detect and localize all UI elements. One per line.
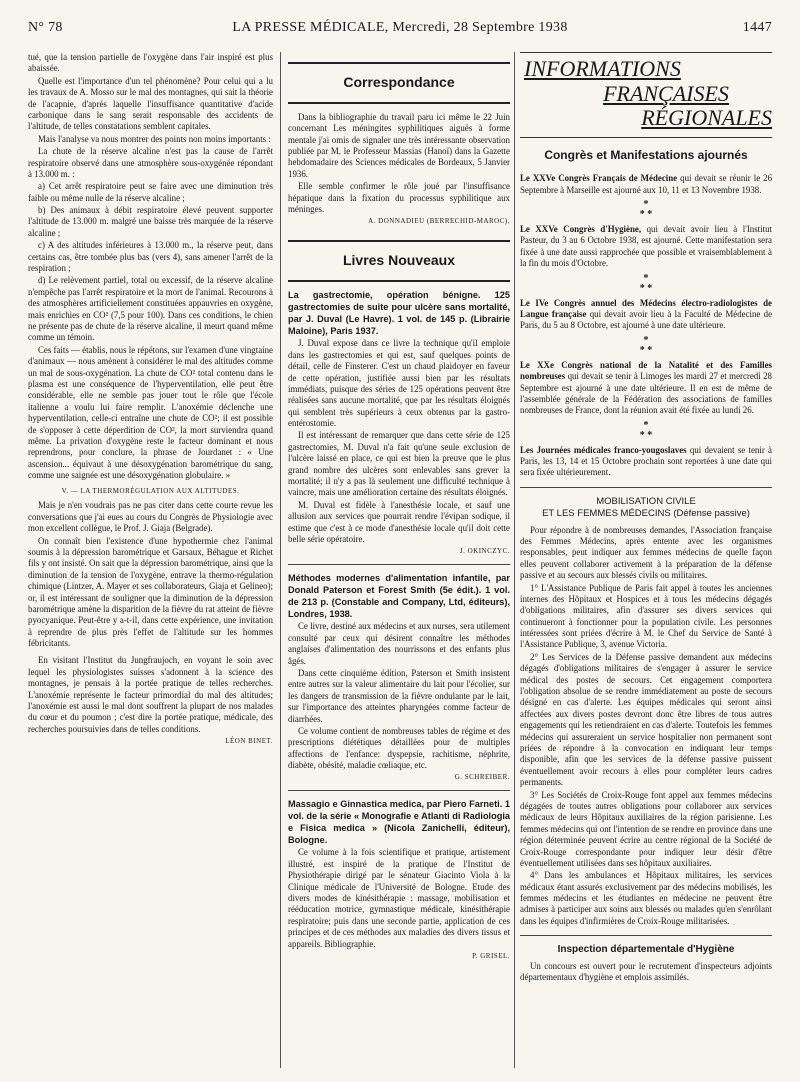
paragraph: J. Duval expose dans ce livre la technique qu'il emploie dans les gastrectomies et qui est, sauf quelques points de détail, celle de Finsterer. C'est un chaud plaidoyer en faveur de cette opération, justifiée aussi bien par les résultats immédiats, puisque des séries de 125 opérations peuvent être réalisées sans aucune mortalité, que par les résultats éloignés qui semblent très supérieurs à ceux obtenus par la gastro-entérostomie.	[288, 338, 510, 429]
separator-stars: * * *	[639, 334, 653, 356]
paragraph: 3° Les Sociétés de Croix-Rouge font appel aux femmes médecins dégagées de toutes autres obligations pour collaborer aux services médicaux de leurs Hôpitaux auxiliaires de la région parisienne. Les femmes médecins qui ont l'intention de se rendre en province dans une région déterminée peuvent écrire au centre régional de la Société de Croix-Rouge correspondante pour indiquer leur désir d'être éventuellement utilisées dans ses hôpitaux auxiliaires.	[520, 789, 772, 868]
paragraph: b) Des animaux à débit respiratoire élevé peuvent supporter l'altitude de 13.000 m. malgré une baisse très marquée de la réserve alcaline ;	[28, 205, 273, 238]
column-divider	[280, 52, 281, 1068]
section-title-correspondance: Correspondance	[343, 74, 455, 90]
paragraph: 2° Les Services de la Défense passive demandent aux médecins dégagés d'obligations militaires de s'engager à assurer le service médical des postes de secours. Cet engagement comportera l'obligation absolue de se rendre immédiatement au poste de secours désigné en cas d'alerte. Les équipes médicales qui seront ainsi affectées aux divers postes devront donc être libres de tous autres engagements qui les retiendraient en cas d'alerte. Toutefois les femmes médecins qui assureraient un service hospitalier non permanent sont priées de répondre à la convocation en indiquant leur temps disponible, afin que les services de la défense passive puissent éventuellement avoir recours à elles pour compléter leurs cadres permanents.	[520, 651, 772, 788]
paragraph: Pour répondre à de nombreuses demandes, l'Association française des Femmes Médecins, après entente avec les organismes responsables, peut indiquer aux femmes médecins de quelle façon elles peuvent collaborer activement à la préparation de la défense passive et au secours aux blessés civils ou militaires.	[520, 524, 772, 581]
paragraph: Dans cette cinquième édition, Paterson et Smith insistent entre autres sur la valeur alimentaire du lait pour l'écolier, sur les dangers de transmission de la fièvre ondulante par le lait, sur l'importance des atteintes pharyngées comme facteur de diarrhées.	[288, 667, 510, 724]
notice-title: Le XXVe Congrès Français de Médecine	[520, 173, 678, 184]
author-signature: G. SCHREIBER.	[454, 773, 510, 782]
paragraph: Ce livre, destiné aux médecins et aux nurses, sera utilement consulté par ceux qui désirent connaître les méthodes anglaises d'alimentation des nourrissons et des enfants plus âgés.	[288, 621, 510, 666]
paragraph: a) Cet arrêt respiratoire peut se faire avec une diminution très faible ou même nulle de la réserve alcaline ;	[28, 181, 273, 203]
paragraph: d) Le relèvement partiel, total ou excessif, de la réserve alcaline n'empêche pas l'arrêt respiratoire et la mort de l'animal. Recourons à des atmosphères artificiellement constituées appauvries en oxygène, mais enrichies en CO² (7,5 pour 100). Dans ces conditions, le chien ne présente pas de chute de la réserve alcaline, il meurt quand même comme un témoin.	[28, 275, 273, 343]
notice	[520, 298, 772, 332]
section-title-congres: Congrès et Manifestations ajournés	[544, 147, 748, 162]
paragraph: Ce volume à la fois scientifique et pratique, artistement illustré, est inspiré de la pratique de l'Institut de Physiothérapie dirigé par le sénateur Giacinto Viola à la Clinique médicale de l'Université de Bologne. Etude des divers modes de kinésithérapie : massage, mobilisation et rééducation motrice, gymnastique médicale, kinésithérapie respiratoire; puis dans une seconde partie, application de ces principes et de ces méthodes aux maladies des divers tissus et appareils. Bibliographie.	[288, 847, 510, 949]
mobilisation-title: MOBILISATION CIVILE	[596, 495, 696, 507]
notice-text: qui devait se tenir à Limoges les mardi 27 et mercredi 28 Septembre est ajourné à une date ultérieure. Il en est de même de l'assemblée générale de la Fédération des associations de familles nombreuses de France, dont la réunion avait été fixée au lundi 26.	[520, 371, 772, 416]
paragraph: M. Duval est fidèle à l'anesthésie locale, et sauf une allusion aux services que pourrait rendre l'évipan sodique, il estime que c'est à ce mode d'anesthésie locale qu'il doit cette belle série opératoire.	[288, 499, 510, 544]
notice-title: Le IVe Congrès annuel des Médecins électro-radiologistes de Langue française	[520, 297, 772, 319]
notice-text: qui devait avoir lieu à la Faculté de Médecine de Paris, du 5 au 8 Octobre, est ajourné à une date ultérieure.	[520, 308, 772, 331]
paragraph: On connaît bien l'existence d'une hypothermie chez l'animal soumis à la dépression barométrique et Garsaux, Béhague et Richet fils y ont insisté. On sait que la dépression barométrique, ainsi que la diminution de la tension de l'oxygène, entrave la thermo-régulation chimique (Lintzer, A. Mayer et ses collaborateurs, Giaja et Gelineo); or, il est intéressant de souligner que la diminution de la dépression barométrique amène la disparition de la fièvre du rat atteint de fièvre pyocyanique. Peut-être y a-t-il, dans cette expérience, une invitation à reprendre de plus près l'effet de l'altitude sur les hommes fébricitants.	[28, 535, 273, 649]
issue-number: N° 78	[28, 20, 63, 35]
paragraph: Un concours est ouvert pour le recrutement d'inspecteurs adjoints départementaux d'hygiène et emplois assimilés.	[520, 961, 772, 983]
journal-title: LA PRESSE MÉDICALE, Mercredi, 28 Septembre 1938	[232, 20, 568, 35]
notice-text: qui devait se réunir le 26 Septembre à Marseille est ajourné aux 10, 11 et 13 Novembre 1938.	[520, 173, 772, 195]
author-signature: A. DONNADIEU (BERRECHID-MAROC).	[368, 217, 510, 226]
paragraph: La chute de la réserve alcaline n'est pas la cause de l'arrêt respiratoire observé dans une atmosphère sous-oxygénée répondant à 13.000 m. :	[28, 146, 273, 179]
notice	[520, 360, 772, 417]
page-header	[28, 20, 772, 42]
mobilisation-subtitle: ET LES FEMMES MÉDECINS (Défense passive)	[542, 508, 750, 520]
column-divider	[514, 52, 515, 1068]
author-signature: P. GRISEL.	[472, 952, 510, 960]
notice-text: qui devait avoir lieu à l'Institut Pasteur, du 3 au 6 Octobre 1938, est ajourné. Cette manifestation sera fixée à une date aussi rapprochée que possible et vraisemblablement à la fin du mois d'Octobre.	[520, 224, 772, 269]
separator-stars: * * *	[639, 199, 653, 221]
paragraph: Ce volume contient de nombreuses tables de régime et des prescriptions diététiques détaillées pour de multiples affections de l'enfance: dyspepsie, rachitisme, néphrite, diabète, obésité, maladie cœliaque, etc.	[288, 725, 510, 771]
notice	[520, 224, 772, 270]
paragraph: En visitant l'Institut du Jungfraujoch, en voyant le soin avec lequel les physiologistes suisses s'adonnent à la science des montagnes, je pensais à la portée pratique de telles recherches. L'anoxémie représente le facteur primordial du mal des altitudes; l'anoxémie est aussi le mal dont souffrent la plupart de nos malades du cœur et du poumon ; c'est dire la portée pratique, médicale, des recherches poursuivies dans de telles conditions.	[28, 655, 273, 734]
author-signature: LÉON BINET.	[225, 737, 273, 746]
article-column-right	[520, 52, 772, 1068]
paragraph: Elle semble confirmer le rôle joué par l'insuffisance hépatique dans la fixation du processus syphilitique aux méninges.	[288, 181, 510, 215]
book-title: Massagio e Ginnastica medica, par Piero Farneti. 1 vol. de la série « Monografie e Atlanti di Radiologia e Fisica medica » (Nicola Zanichelli, éditeur), Bologne.	[288, 799, 510, 845]
section-title-inspection: Inspection départementale d'Hygiène	[557, 944, 735, 956]
banner-line: INFORMATIONS	[524, 56, 681, 81]
article-column-left	[28, 52, 273, 1068]
article-column-middle	[288, 52, 510, 1068]
paragraph: Mais l'analyse va nous montrer des points non moins importants :	[38, 133, 271, 144]
book-title: La gastrectomie, opération bénigne. 125 gastrectomies de suite pour ulcère sans mortalité, par J. Duval (Le Havre). 1 vol. de 145 p. (Librairie Maloine), Paris 1937.	[288, 290, 510, 336]
banner-line: RÉGIONALES	[641, 105, 772, 131]
paragraph: Mais je n'en voudrais pas ne pas citer dans cette courte revue les conversations que j'ai eues au cours du Congrès de Physiologie avec mon excellent collègue, le Prof. J. Giaja (Belgrade).	[28, 500, 273, 534]
author-signature: J. OKINCZYC.	[459, 547, 510, 556]
book-title: Méthodes modernes d'alimentation infantile, par Donald Paterson et Forest Smith (5e édit.). 1 vol. de 213 p. (Constable and Company, Ltd, éditeurs), Londres, 1938.	[288, 573, 510, 619]
informations-banner	[520, 52, 772, 138]
banner-line: FRANÇAISES	[603, 80, 729, 106]
paragraph: 4° Dans les ambulances et Hôpitaux militaires, les services médicaux étant assurés exclusivement par des médecins mobilisés, les femmes médecins et les étudiantes en médecine ne peuvent être admises à participer aux soins aux blessés ou malades qu'en s'enrôlant dans les équipes d'infirmières de Croix-Rouge militarisées.	[520, 870, 772, 926]
paragraph: Il est intéressant de remarquer que dans cette série de 125 gastrectomies, M. Duval n'a fait qu'une seule exclusion de l'ulcère laissé en place, ce qui est bien la preuve que le plus grand nombre des ulcères sont enlevables sans grever la mortalité; il n'y a pas là seulement une difficulté technique à vaincre, mais une amélioration certaine des résultats éloignés.	[288, 430, 510, 498]
page-number: 1447	[742, 20, 772, 35]
notice-title: Le XXe Congrès national de la Natalité et des Familles nombreuses	[520, 359, 772, 382]
paragraph: Dans la bibliographie du travail paru ici même le 22 Juin concernant Les méningites syphilitiques aiguës à forme mentale j'ai omis de signaler une très intéressante observation publiée par M. le Professeur Massias (Hanoï) dans la Gazette hebdomadaire des Sciences médicales de Bordeaux, 5 Janvier 1936.	[288, 111, 510, 179]
notice	[520, 173, 772, 196]
paragraph: Quelle est l'importance d'un tel phénomène? Pour celui qui a lu les travaux de A. Mosso sur le mal des montagnes, qui sait la théorie de l'acapnie, d'après laquelle l'insuffisance quantitative d'acide carbonique dans le sang serait responsable des accidents de l'altitude, de telles constatations semblent capitales.	[28, 75, 273, 132]
separator-stars: * * *	[639, 272, 653, 294]
paragraph: 1° L'Assistance Publique de Paris fait appel à toutes les anciennes internes des Hôpitaux et Hospices et à tous les médecins dégagés d'obligations militaires, afin d'assurer ses divers services qui continueront à fonctionner pour la population civile. Les personnes intéressées sont priées d'écrire à M. le Chef du Service de Santé à l'Assistance Publique, 3, avenue Victoria.	[520, 582, 772, 650]
notice	[520, 445, 772, 479]
notice-text: qui devaient se tenir à Paris, les 13, 14 et 15 Octobre prochain sont reportées à une date qui sera fixée ultérieurement.	[520, 444, 772, 478]
section-title-livres: Livres Nouveaux	[342, 252, 456, 269]
paragraph: c) A des altitudes inférieures à 13.000 m., la réserve peut, dans certains cas, être tombée plus bas (vers 4), sans amener l'arrêt de la respiration ;	[28, 240, 273, 274]
separator-stars: * * *	[639, 419, 653, 441]
paragraph: Ces faits — établis, nous le répétons, sur l'examen d'une vingtaine d'animaux — nous amènent à considérer le mal des altitudes comme un mal de sous-oxygénation. La chute de CO² total contenu dans le plasma est une conséquence de l'hyperventilation, elle peut être considérable, elle ne semble pas jouer tout le rôle que l'école italienne a voulu lui faire remplir. L'anoxémie déclenche une hyperventilation, celle-ci entraîne une chute de CO²; il est possible de s'opposer à cette déperdition de CO², la mort surviendra quand même. La privation d'oxygène reste le facteur dominant et nous reprendrons, pour conclure, la phrase de Jourdanet : « Une ascension... équivaut à une désoxygénation barométrique du sang, comme une saignée est une désoxygénation globulaire. »	[28, 344, 273, 481]
notice-title: Les Journées médicales franco-yougoslaves	[520, 444, 687, 455]
chapter-heading: V. — LA THERMORÉGULATION AUX ALTITUDES.	[61, 487, 240, 496]
paragraph: tué, que la tension partielle de l'oxygène dans l'air inspiré est plus abaissée.	[28, 52, 273, 74]
notice-title: Le XXVe Congrès d'Hygiène,	[520, 224, 642, 235]
